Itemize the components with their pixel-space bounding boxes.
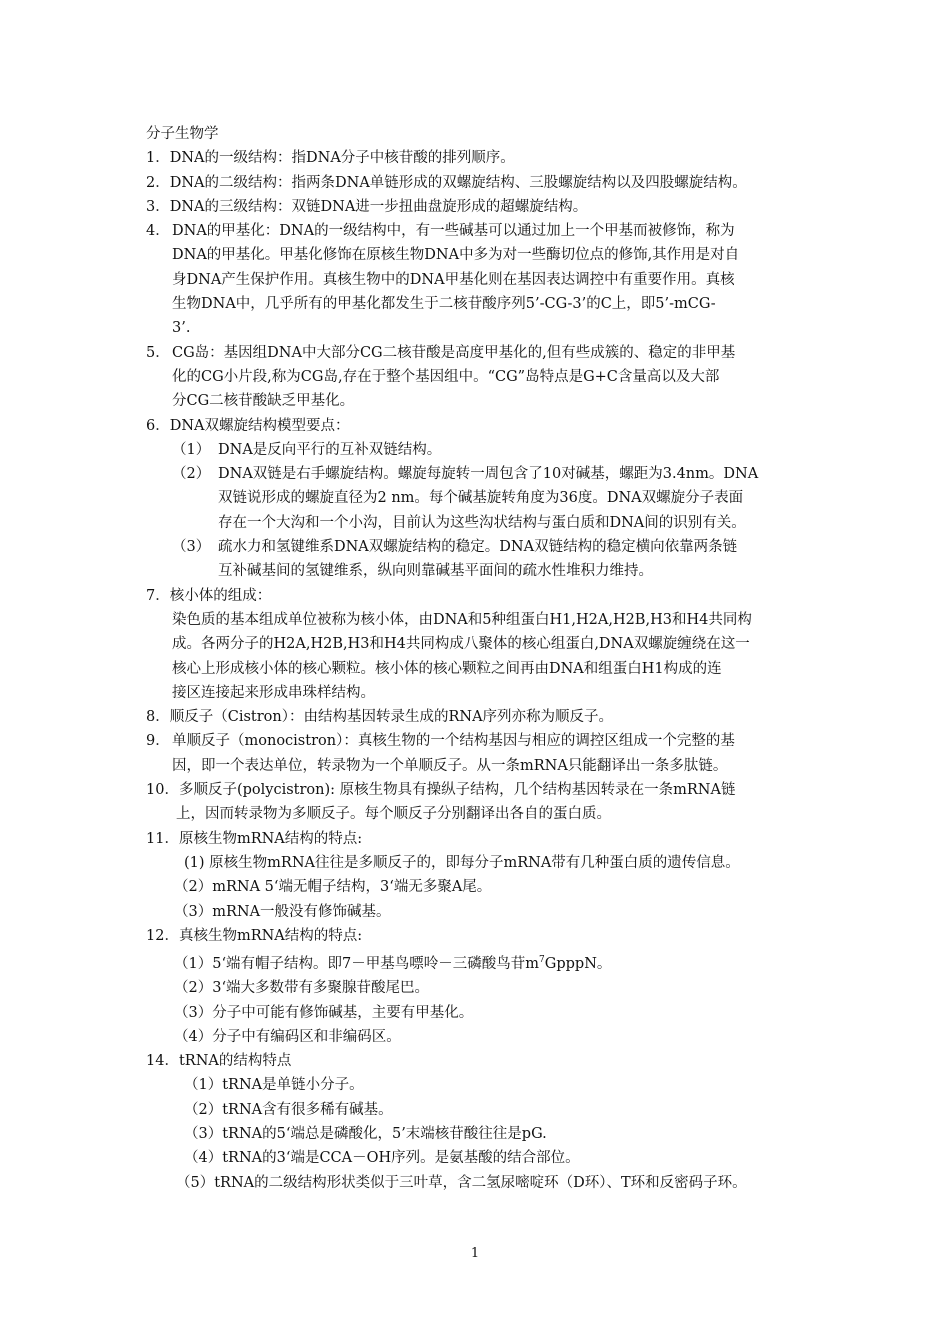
item-8: 8．顺反子（Cistron）：由结构基因转录生成的RNA序列亦称为顺反子。 <box>146 709 614 726</box>
item-12-point: （4）分子中有编码区和非编码区。 <box>174 1028 401 1045</box>
item-1: 1．DNA的一级结构：指DNA分子中核苷酸的排列顺序。 <box>146 150 515 167</box>
item-11-point: （2）mRNA 5‘端无帽子结构，3‘端无多聚A尾。 <box>174 879 492 896</box>
item-10-line: 上，因而转录物为多顺反子。每个顺反子分别翻译出各自的蛋白质。 <box>176 806 611 823</box>
item-10 <box>146 778 818 827</box>
item-14-point: （2）tRNA含有很多稀有碱基。 <box>184 1101 393 1118</box>
item-6-point-2 <box>146 462 818 535</box>
document-body <box>146 122 818 1195</box>
item-12-point: （3）分子中可能有修饰碱基，主要有甲基化。 <box>174 1004 474 1021</box>
item-11: 11．原核生物mRNA结构的特点: <box>146 830 363 847</box>
item-6-point-3-line: 互补碱基间的氢键维系，纵向则靠碱基平面间的疏水性堆积力维持。 <box>218 563 653 580</box>
item-11-point: （3）mRNA一般没有修饰碱基。 <box>174 903 391 920</box>
item-6-point-2-line: 双链说形成的螺旋直径为2 nm。每个碱基旋转角度为36度。DNA双螺旋分子表面 <box>218 490 744 507</box>
item-4-line: 身DNA产生保护作用。真核生物中的DNA甲基化则在基因表达调控中有重要作用。真核 <box>172 271 735 288</box>
item-3: 3．DNA的三级结构：双链DNA进一步扭曲盘旋形成的超螺旋结构。 <box>146 198 588 215</box>
item-12-point: （2）3‘端大多数带有多聚腺苷酸尾巴。 <box>174 980 430 997</box>
item-4-number: 4． <box>146 223 170 240</box>
item-6-point-3-line: 疏水力和氢键维系DNA双螺旋结构的稳定。DNA双链结构的稳定横向依靠两条链 <box>218 539 738 556</box>
item-14-point: （3）tRNA的5‘端总是磷酸化，5’末端核苷酸往往是pG. <box>184 1126 547 1142</box>
item-6-point-1 <box>146 438 818 462</box>
item-9-number: 9． <box>146 733 170 750</box>
item-12: 12．真核生物mRNA结构的特点: <box>146 927 363 944</box>
item-7-line: 染色质的基本组成单位被称为核小体，由DNA和5种组蛋白H1,H2A,H2B,H3和H4共同构 <box>172 611 752 628</box>
item-14-point-5: （5）tRNA的二级结构形状类似于三叶草，含二氢尿嘧啶环（D环）、T环和反密码子环。 <box>176 1174 747 1191</box>
item-6-point-2-number: （2） <box>172 466 211 483</box>
item-6: 6．DNA双螺旋结构模型要点： <box>146 417 350 434</box>
item-5-number: 5． <box>146 344 170 361</box>
item-14-point: （1）tRNA是单链小分子。 <box>184 1077 364 1094</box>
item-4-line: 生物DNA中，几乎所有的甲基化都发生于二核苷酸序列5’-CG-3’的C上，即5’-mCG- <box>172 296 716 313</box>
item-9-line: 因，即一个表达单位，转录物为一个单顺反子。从一条mRNA只能翻译出一条多肽链。 <box>172 757 728 774</box>
item-10-line: 10．多顺反子(polycistron): 原核生物具有操纵子结构，几个结构基因转录在一条mRNA链 <box>146 782 736 799</box>
item-4-line: 3’. <box>172 320 191 337</box>
document-title: 分子生物学 <box>146 126 219 142</box>
item-12-point-1-text: （1）5‘端有帽子结构。即7－甲基鸟嘌呤－三磷酸鸟苷m <box>174 955 540 972</box>
item-6-point-1-text: DNA是反向平行的互补双链结构。 <box>218 441 442 458</box>
item-11-point: (1) 原核生物mRNA往往是多顺反子的，即每分子mRNA带有几种蛋白质的遗传信息。 <box>184 854 740 871</box>
item-5-line: 分CG二核苷酸缺乏甲基化。 <box>172 393 355 410</box>
item-12-point-1-superscript: 7 <box>539 955 545 966</box>
item-6-point-2-line: DNA双链是右手螺旋结构。螺旋每旋转一周包含了10对碱基，螺距为3.4nm。DNA <box>218 466 759 483</box>
item-9 <box>146 729 818 778</box>
item-6-point-1-number: （1） <box>172 441 211 458</box>
item-2: 2．DNA的二级结构：指两条DNA单链形成的双螺旋结构、三股螺旋结构以及四股螺旋结构。 <box>146 174 747 191</box>
item-6-point-3 <box>146 535 818 584</box>
item-4 <box>146 219 818 340</box>
item-7-line: 成。各两分子的H2A,H2B,H3和H4共同构成八聚体的核心组蛋白,DNA双螺旋缠绕在这一 <box>172 636 750 653</box>
item-5-line: 化的CG小片段,称为CG岛,存在于整个基因组中。“CG”岛特点是G+C含量高以及大部 <box>172 368 720 385</box>
item-6-point-3-number: （3） <box>172 539 211 556</box>
item-6-point-2-line: 存在一个大沟和一个小沟，目前认为这些沟状结构与蛋白质和DNA间的识别有关。 <box>218 514 746 531</box>
item-7-body <box>146 608 818 705</box>
item-4-line: DNA的甲基化。甲基化修饰在原核生物DNA中多为对一些酶切位点的修饰,其作用是对自 <box>172 247 740 264</box>
item-7-line: 接区连接起来形成串珠样结构。 <box>172 684 375 701</box>
item-7: 7．核小体的组成： <box>146 587 272 604</box>
item-14-point: （4）tRNA的3‘端是CCA－OH序列。是氨基酸的结合部位。 <box>184 1150 580 1167</box>
item-5-line: CG岛：基因组DNA中大部分CG二核苷酸是高度甲基化的,但有些成簇的、稳定的非甲基 <box>172 344 736 361</box>
item-9-line: 单顺反子（monocistron）：真核生物的一个结构基因与相应的调控区组成一个完整的基 <box>172 733 735 750</box>
page-number: 1 <box>470 1246 480 1261</box>
item-5 <box>146 341 818 414</box>
item-12-point-1-text-end: GpppN。 <box>544 955 612 972</box>
item-4-line: DNA的甲基化：DNA的一级结构中，有一些碱基可以通过加上一个甲基而被修饰，称为 <box>172 223 735 240</box>
item-7-line: 核心上形成核小体的核心颗粒。核小体的核心颗粒之间再由DNA和组蛋白H1构成的连 <box>172 660 722 677</box>
item-14: 14．tRNA的结构特点 <box>146 1053 292 1070</box>
item-12-point-1 <box>146 948 818 976</box>
